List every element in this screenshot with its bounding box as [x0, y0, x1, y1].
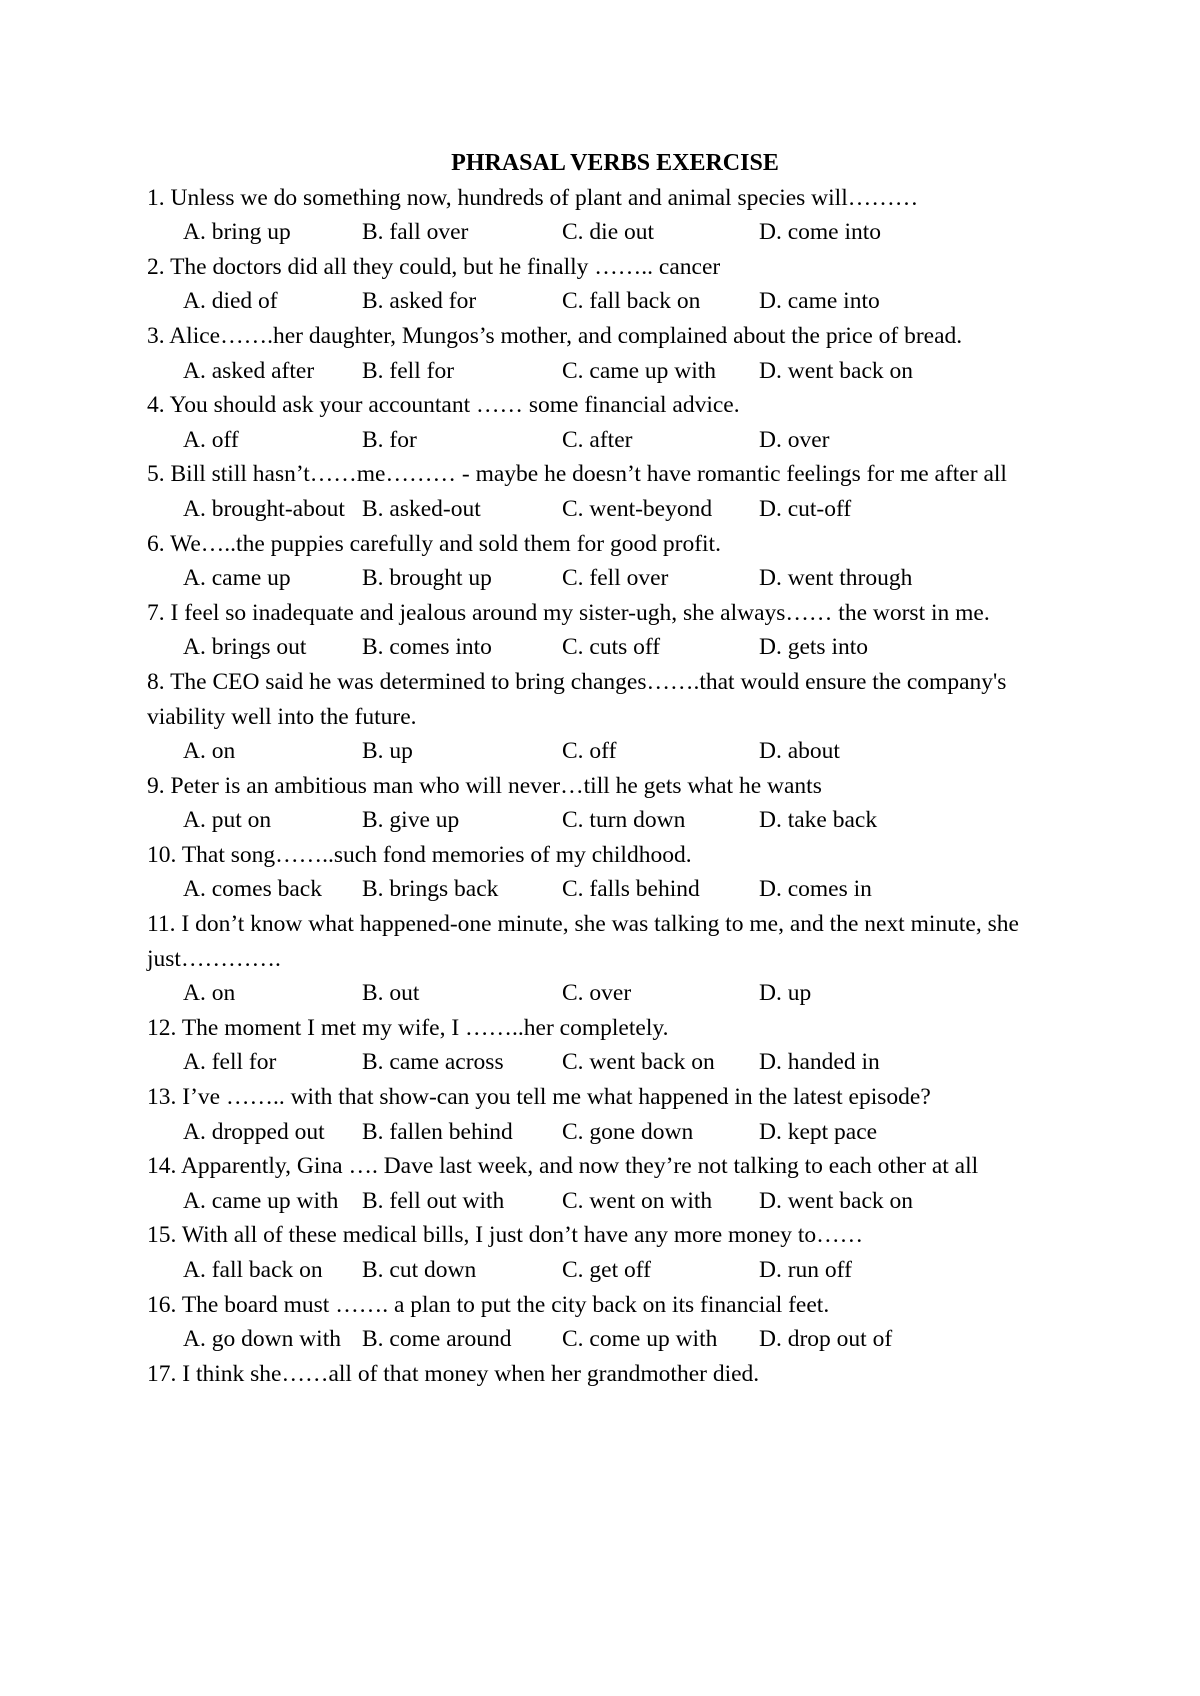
question-text: 8. The CEO said he was determined to bring changes…….that would ensure the company's viability well into the future. — [147, 668, 1007, 730]
question-text: 3. Alice…….her daughter, Mungos’s mother, and complained about the price of bread. — [147, 322, 963, 349]
answer-option-c: C. off — [562, 738, 617, 765]
exercise-document — [147, 146, 1067, 1391]
answer-option-c: C. die out — [562, 219, 655, 246]
question-list — [147, 181, 1067, 1392]
answer-options — [147, 872, 1067, 907]
answer-option-b: B. came across — [362, 1049, 504, 1076]
answer-option-a: A. fell for — [183, 1049, 277, 1076]
answer-option-a: A. came up — [183, 565, 291, 592]
answer-option-c: C. went-beyond — [562, 495, 713, 522]
answer-option-b: B. cut down — [362, 1257, 477, 1283]
answer-option-a: A. off — [183, 426, 239, 453]
answer-option-c: C. over — [562, 980, 632, 1007]
answer-option-a: A. on — [183, 980, 236, 1007]
answer-option-b: B. brings back — [362, 876, 499, 903]
answer-options — [147, 215, 1067, 250]
answer-option-b: B. give up — [362, 807, 460, 834]
answer-options — [147, 803, 1067, 838]
question-text: 5. Bill still hasn’t……me……… - maybe he doesn’t have romantic feelings for me after all — [147, 461, 1007, 488]
answer-options — [147, 284, 1067, 319]
answer-option-b: B. fell out with — [362, 1187, 505, 1214]
answer-option-d: D. come into — [759, 219, 882, 246]
answer-options — [147, 423, 1067, 458]
answer-option-c: C. gone down — [562, 1118, 694, 1145]
answer-option-d: D. drop out of — [759, 1326, 893, 1353]
question-text: 15. With all of these medical bills, I just don’t have any more money to…… — [147, 1222, 864, 1249]
answer-option-b: B. out — [362, 980, 420, 1007]
answer-option-a: A. asked after — [183, 357, 315, 384]
answer-options — [147, 734, 1067, 769]
answer-options — [147, 1184, 1067, 1219]
answer-option-a: A. brings out — [183, 634, 307, 661]
answer-option-a: A. put on — [183, 807, 272, 834]
answer-option-d: D. went through — [759, 565, 913, 592]
answer-option-b: B. asked-out — [362, 495, 481, 522]
answer-option-d: D. gets into — [759, 634, 869, 661]
answer-option-a: A. go down with — [183, 1326, 341, 1353]
answer-option-d: D. comes in — [759, 876, 872, 903]
answer-option-a: A. bring up — [183, 219, 291, 246]
answer-option-c: C. get off — [562, 1257, 651, 1283]
answer-option-a: A. comes back — [183, 876, 322, 903]
question-text: 14. Apparently, Gina …. Dave last week, and now they’re not talking to each other at all — [147, 1153, 979, 1180]
question-text: 4. You should ask your accountant …… some financial advice. — [147, 392, 740, 419]
answer-option-d: D. take back — [759, 807, 878, 834]
question-text: 10. That song……..such fond memories of my childhood. — [147, 841, 692, 868]
answer-option-b: B. brought up — [362, 565, 492, 592]
page-title: PHRASAL VERBS EXERCISE — [451, 150, 779, 176]
answer-option-d: D. cut-off — [759, 495, 852, 522]
answer-option-c: C. falls behind — [562, 876, 700, 903]
answer-option-d: D. went back on — [759, 1187, 914, 1214]
answer-option-a: A. fall back on — [183, 1257, 323, 1283]
answer-options — [147, 1253, 1067, 1288]
question-text: 16. The board must ……. a plan to put the city back on its financial feet. — [147, 1291, 830, 1318]
question-text: 17. I think she……all of that money when her grandmother died. — [147, 1360, 760, 1387]
answer-options — [147, 1115, 1067, 1150]
answer-option-a: A. came up with — [183, 1187, 339, 1214]
answer-option-d: D. handed in — [759, 1049, 880, 1076]
answer-option-b: B. for — [362, 426, 417, 453]
question-text: 12. The moment I met my wife, I ……..her completely. — [147, 1014, 669, 1041]
question-text: 1. Unless we do something now, hundreds of plant and animal species will……… — [147, 184, 919, 211]
answer-option-c: C. went back on — [562, 1049, 715, 1076]
answer-option-a: A. brought-about — [183, 495, 345, 522]
answer-option-d: D. kept pace — [759, 1118, 878, 1145]
answer-option-c: C. fell over — [562, 565, 669, 592]
answer-options — [147, 976, 1067, 1011]
answer-option-c: C. come up with — [562, 1326, 718, 1353]
question-text: 11. I don’t know what happened-one minute, she was talking to me, and the next minute, she just…………. — [147, 911, 1019, 972]
answer-option-a: A. dropped out — [183, 1118, 325, 1145]
answer-option-c: C. after — [562, 426, 633, 453]
answer-options — [147, 630, 1067, 665]
answer-option-b: B. asked for — [362, 288, 477, 315]
answer-option-c: C. turn down — [562, 807, 686, 834]
answer-option-b: B. fell for — [362, 357, 455, 384]
question-text: 7. I feel so inadequate and jealous around my sister-ugh, she always…… the worst in me. — [147, 599, 990, 626]
answer-option-a: A. died of — [183, 288, 278, 315]
question-text: 2. The doctors did all they could, but he finally …….. cancer — [147, 253, 721, 280]
answer-option-c: C. came up with — [562, 357, 717, 384]
answer-option-d: D. went back on — [759, 357, 914, 384]
question-text: 6. We…..the puppies carefully and sold them for good profit. — [147, 530, 721, 557]
answer-option-c: C. went on with — [562, 1187, 713, 1214]
answer-option-a: A. on — [183, 738, 236, 765]
answer-option-d: D. run off — [759, 1257, 852, 1283]
answer-option-c: C. fall back on — [562, 288, 701, 315]
answer-option-d: D. up — [759, 980, 812, 1007]
answer-option-d: D. over — [759, 426, 830, 453]
answer-options — [147, 354, 1067, 389]
answer-option-d: D. about — [759, 738, 840, 765]
answer-options — [147, 1322, 1067, 1357]
answer-option-b: B. fall over — [362, 219, 469, 246]
answer-options — [147, 561, 1067, 596]
question-text: 13. I’ve …….. with that show-can you tell me what happened in the latest episode? — [147, 1084, 931, 1111]
answer-option-d: D. came into — [759, 288, 880, 315]
answer-option-b: B. come around — [362, 1326, 512, 1353]
answer-options — [147, 492, 1067, 527]
answer-options — [147, 1045, 1067, 1080]
answer-option-b: B. fallen behind — [362, 1118, 513, 1145]
answer-option-b: B. up — [362, 738, 413, 765]
answer-option-c: C. cuts off — [562, 634, 661, 661]
answer-option-b: B. comes into — [362, 634, 492, 661]
question-text: 9. Peter is an ambitious man who will never…till he gets what he wants — [147, 772, 822, 799]
